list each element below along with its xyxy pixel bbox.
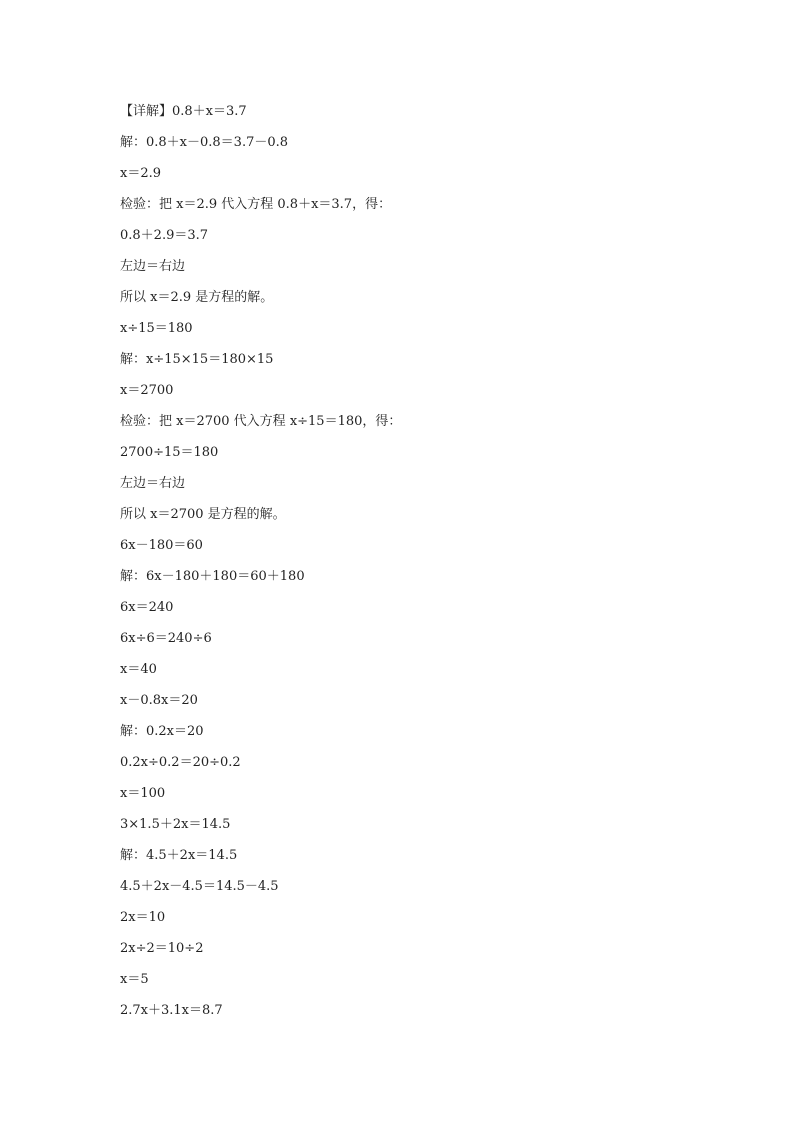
solution-line: 解：x÷15×15＝180×15 [120,352,274,367]
solution-line: x＝2700 [120,383,174,398]
solution-line: 所以 x＝2700 是方程的解。 [120,507,286,522]
solution-line: 6x÷6＝240÷6 [120,631,212,646]
solution-line: x－0.8x＝20 [120,693,198,708]
solution-line: 解：6x－180＋180＝60＋180 [120,569,305,584]
solution-line: 3×1.5＋2x＝14.5 [120,817,231,832]
solution-line: 【详解】0.8＋x＝3.7 [120,104,247,119]
solution-line: 6x＝240 [120,600,174,615]
solution-line: x＝100 [120,786,166,801]
solution-line: 0.2x÷0.2＝20÷0.2 [120,755,241,770]
solution-line: 所以 x＝2.9 是方程的解。 [120,290,274,305]
solution-line: 解：0.8＋x－0.8＝3.7－0.8 [120,135,289,150]
solution-line: 4.5＋2x－4.5＝14.5－4.5 [120,879,279,894]
solution-line: 2700÷15＝180 [120,445,219,460]
solution-line: 2x＝10 [120,910,166,925]
solution-line: 检验：把 x＝2700 代入方程 x÷15＝180，得： [120,414,402,429]
solution-line: x＝40 [120,662,157,677]
solution-line: 检验：把 x＝2.9 代入方程 0.8＋x＝3.7，得： [120,197,392,212]
solution-line: 左边＝右边 [120,259,186,274]
solution-line: 6x－180＝60 [120,538,203,553]
solution-line: x÷15＝180 [120,321,193,336]
solution-line: 2x÷2＝10÷2 [120,941,204,956]
solution-line: x＝5 [120,972,149,987]
solution-line: 解：0.2x＝20 [120,724,204,739]
solution-line: 左边＝右边 [120,476,186,491]
solution-line: 解：4.5＋2x＝14.5 [120,848,238,863]
solution-line: 0.8＋2.9＝3.7 [120,228,209,243]
solution-line: x＝2.9 [120,166,162,181]
solution-line: 2.7x＋3.1x＝8.7 [120,1003,223,1018]
solution-text [120,101,720,1031]
